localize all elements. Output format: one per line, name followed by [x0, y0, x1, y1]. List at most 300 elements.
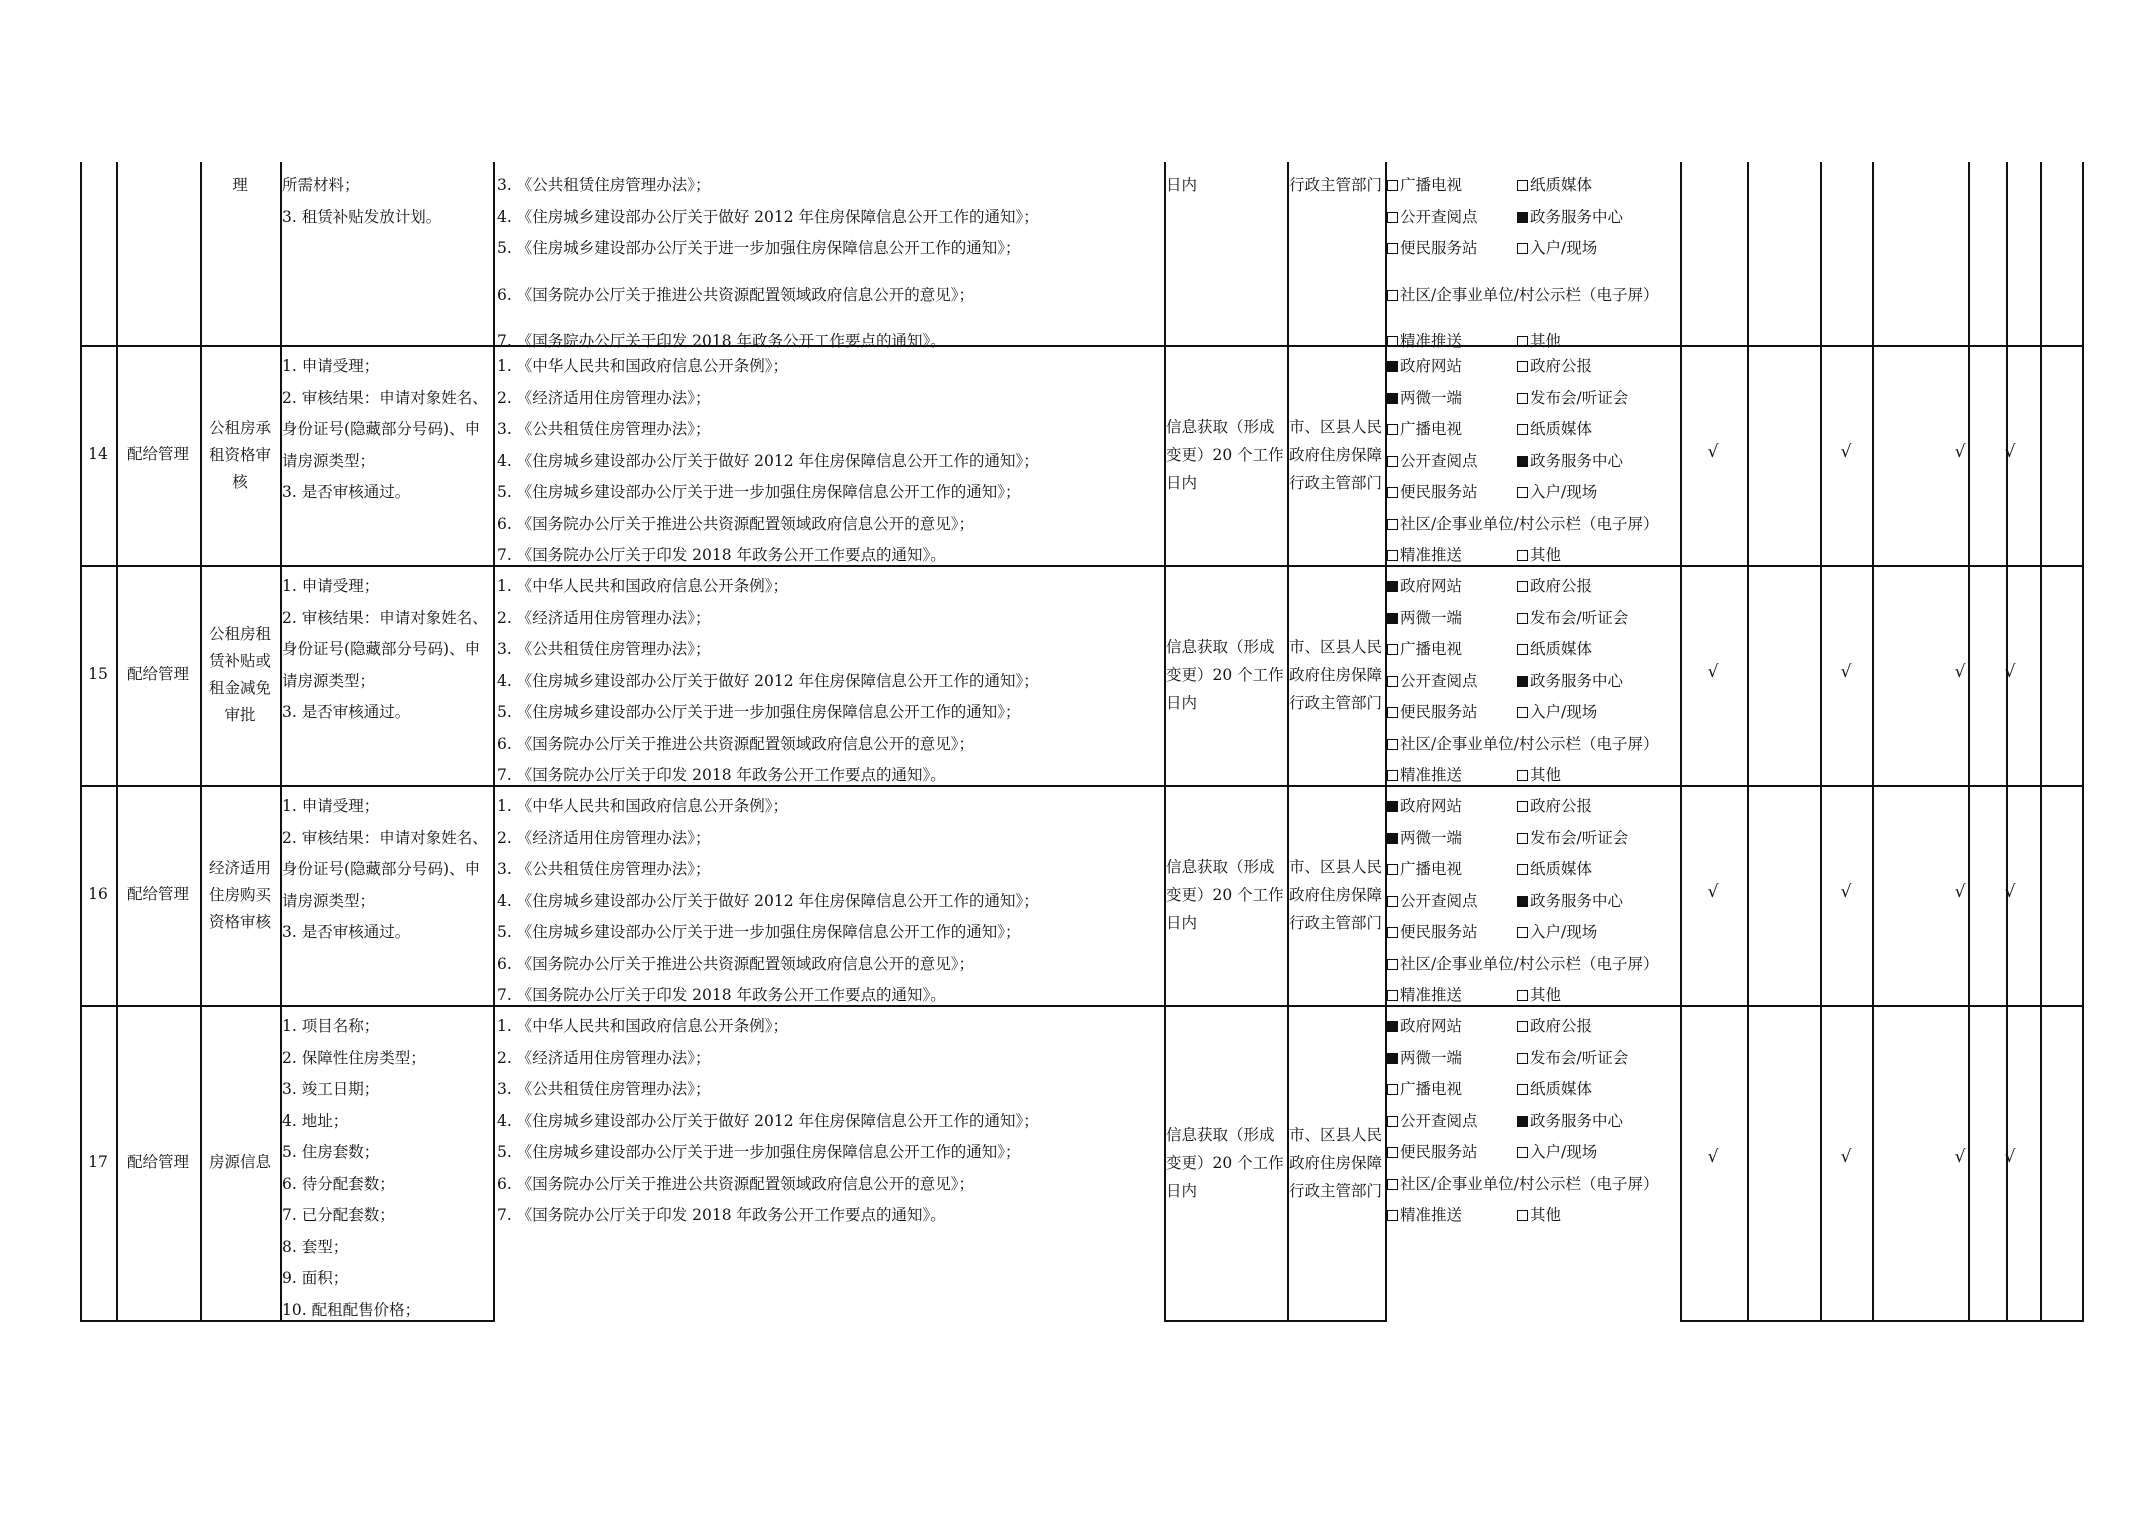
subject-line: 政府住房保障 [1289, 886, 1383, 904]
unchecked-box-icon [1387, 1084, 1398, 1095]
unchecked-box-icon [1517, 833, 1528, 844]
table-vertical-rule [2040, 162, 2042, 1322]
basis-line: 6. 《国务院办公厅关于推进公共资源配置领域政府信息公开的意见》； [497, 286, 974, 304]
channel-option [1517, 414, 1592, 446]
unchecked-box-icon [1387, 739, 1398, 750]
table-vertical-rule [493, 162, 495, 1322]
basis-line: 2. 《经济适用住房管理办法》； [497, 388, 711, 407]
unchecked-box-icon [1387, 990, 1398, 1001]
checked-box-icon [1387, 1021, 1398, 1032]
channel-label: 公开查阅点 [1400, 451, 1478, 470]
table-vertical-rule [1872, 162, 1874, 1322]
subject-line: 政府住房保障 [1289, 666, 1383, 684]
timeline-line: 日内 [1166, 694, 1198, 712]
channel-label: 其他 [1530, 1206, 1562, 1224]
channel-label: 政务服务中心 [1530, 451, 1624, 470]
channel-label: 纸质媒体 [1530, 176, 1593, 194]
channel-label: 入户/现场 [1530, 703, 1598, 721]
channel-option [1387, 1106, 1478, 1138]
basis-line: 5. 《住房城乡建设部办公厅关于进一步加强住房保障信息公开工作的通知》； [497, 923, 1021, 941]
channel-label: 纸质媒体 [1530, 1080, 1593, 1098]
item-line: 住房购买 [208, 885, 271, 904]
channel-label: 两微一端 [1400, 1048, 1463, 1067]
row-number-cell [80, 1005, 116, 1320]
category-text: 配给管理 [126, 885, 189, 904]
content-line: 2. 审核结果：申请对象姓名、 [282, 828, 488, 847]
channel-label: 公开查阅点 [1400, 891, 1478, 910]
basis-line: 3. 《公共租赁住房管理办法》； [497, 420, 711, 438]
timeline-line: 日内 [1166, 914, 1198, 932]
content-line: 6. 待分配套数； [282, 1174, 395, 1193]
channel-label: 两微一端 [1400, 608, 1463, 627]
channel-option [1387, 383, 1462, 415]
channel-option [1387, 477, 1478, 509]
basis-line: 7. 《国务院办公厅关于印发 2018 年政务公开工作要点的通知》。 [497, 1206, 946, 1224]
channel-option [1517, 1074, 1592, 1106]
channel-label: 纸质媒体 [1530, 420, 1593, 438]
channel-label: 发布会/听证会 [1530, 388, 1629, 407]
content-line: 2. 审核结果：申请对象姓名、 [282, 608, 488, 627]
row-number-cell [80, 785, 116, 1005]
unchecked-box-icon [1517, 927, 1528, 938]
unchecked-box-icon [1387, 927, 1398, 938]
channel-option [1387, 697, 1478, 729]
unchecked-box-icon [1387, 424, 1398, 435]
unchecked-box-icon [1387, 770, 1398, 781]
channel-label: 公开查阅点 [1400, 207, 1478, 226]
basis-line: 4. 《住房城乡建设部办公厅关于做好 2012 年住房保障信息公开工作的通知》； [497, 1111, 1039, 1130]
content-cell [282, 351, 493, 563]
check-mark-icon: √ [1954, 882, 1966, 902]
channel-label: 便民服务站 [1400, 483, 1478, 501]
channel-option [1517, 886, 1623, 918]
unchecked-box-icon [1517, 770, 1528, 781]
content-line: 身份证号(隐藏部分号码)、申 [282, 420, 481, 438]
unchecked-box-icon [1517, 393, 1528, 404]
unchecked-box-icon [1517, 487, 1528, 498]
content-line: 10. 配租配售价格； [282, 1300, 421, 1319]
basis-line: 2. 《经济适用住房管理办法》； [497, 828, 711, 847]
basis-line: 1. 《中华人民共和国政府信息公开条例》； [497, 357, 788, 375]
content-line: 9. 面积； [282, 1269, 349, 1287]
subject-line: 市、区县人民 [1289, 1125, 1383, 1144]
channel-label: 便民服务站 [1400, 239, 1478, 257]
basis-line: 4. 《住房城乡建设部办公厅关于做好 2012 年住房保障信息公开工作的通知》； [497, 451, 1039, 470]
channel-option [1387, 854, 1462, 886]
checked-box-icon [1387, 833, 1398, 844]
unchecked-box-icon [1517, 1053, 1528, 1064]
channel-option [1387, 509, 1658, 541]
channel-label: 两微一端 [1400, 388, 1463, 407]
channel-label: 社区/企事业单位/村公示栏（电子屏） [1400, 514, 1659, 533]
channel-option [1387, 414, 1462, 446]
subject-cell [1289, 1005, 1387, 1320]
unchecked-box-icon [1387, 243, 1398, 254]
basis-line: 4. 《住房城乡建设部办公厅关于做好 2012 年住房保障信息公开工作的通知》； [497, 671, 1039, 690]
unchecked-box-icon [1517, 707, 1528, 718]
category-cell [116, 345, 200, 565]
unchecked-box-icon [1387, 180, 1398, 191]
category-text: 配给管理 [126, 1152, 189, 1171]
checked-box-icon [1387, 361, 1398, 372]
content-line: 1. 申请受理； [282, 357, 380, 375]
unchecked-box-icon [1387, 644, 1398, 655]
channel-label: 发布会/听证会 [1530, 608, 1629, 627]
content-cell [282, 571, 493, 783]
channel-option [1387, 634, 1462, 666]
row-number: 16 [88, 885, 108, 904]
channel-option [1517, 917, 1597, 949]
channel-option [1387, 1200, 1462, 1232]
check-mark-icon: √ [1840, 1147, 1852, 1167]
basis-line: 5. 《住房城乡建设部办公厅关于进一步加强住房保障信息公开工作的通知》； [497, 483, 1021, 501]
content-line: 3. 竣工日期； [282, 1080, 380, 1098]
channel-label: 公开查阅点 [1400, 671, 1478, 690]
content-line: 1. 申请受理； [282, 577, 380, 595]
content-line: 身份证号(隐藏部分号码)、申 [282, 860, 481, 878]
unchecked-box-icon [1387, 1116, 1398, 1127]
table-horizontal-rule [1164, 1320, 1387, 1322]
check-mark-icon: √ [1954, 442, 1966, 462]
unchecked-box-icon [1387, 336, 1398, 347]
checked-box-icon [1387, 1053, 1398, 1064]
category-cell [116, 1005, 200, 1320]
basis-line: 1. 《中华人民共和国政府信息公开条例》； [497, 797, 788, 815]
channel-option [1387, 823, 1462, 855]
unchecked-box-icon [1517, 243, 1528, 254]
channel-option [1517, 540, 1561, 572]
channel-label: 纸质媒体 [1530, 860, 1593, 878]
channel-label: 其他 [1530, 766, 1562, 784]
channel-label: 其他 [1530, 546, 1562, 564]
subject-cell [1289, 785, 1387, 1005]
item-line: 核 [232, 472, 248, 491]
channel-label: 精准推送 [1400, 986, 1463, 1004]
table-horizontal-rule [1680, 1320, 2084, 1322]
timeline-cell [1166, 785, 1289, 1005]
channel-row [1387, 280, 1687, 312]
item-line: 租资格审 [208, 445, 271, 464]
row-number: 17 [88, 1152, 108, 1171]
basis-line: 7. 《国务院办公厅关于印发 2018 年政务公开工作要点的通知》。 [497, 766, 946, 784]
basis-line: 6. 《国务院办公厅关于推进公共资源配置领域政府信息公开的意见》； [497, 734, 974, 753]
subject-line: 行政主管部门 [1289, 1181, 1383, 1200]
channel-label: 政府公报 [1530, 1017, 1593, 1035]
unchecked-box-icon [1517, 581, 1528, 592]
channel-option [1387, 760, 1462, 792]
basis-line: 7. 《国务院办公厅关于印发 2018 年政务公开工作要点的通知》。 [497, 986, 946, 1004]
channel-option [1387, 666, 1478, 698]
channel-option [1387, 571, 1462, 603]
basis-line: 3. 《公共租赁住房管理办法》； [497, 176, 711, 194]
channel-label: 政务服务中心 [1530, 671, 1624, 690]
channel-option [1517, 351, 1592, 383]
basis-line: 1. 《中华人民共和国政府信息公开条例》； [497, 1017, 788, 1035]
channel-label: 政府公报 [1530, 797, 1593, 815]
timeline-line: 信息获取（形成 [1166, 1125, 1275, 1144]
channel-label: 广播电视 [1400, 860, 1463, 878]
channel-option [1517, 1137, 1597, 1169]
channel-label: 精准推送 [1400, 766, 1463, 784]
channel-label: 精准推送 [1400, 546, 1463, 564]
channel-option [1517, 603, 1628, 635]
subject-line: 市、区县人民 [1289, 638, 1383, 656]
content-line: 4. 地址； [282, 1111, 349, 1130]
channel-option [1517, 697, 1597, 729]
channel-label: 政务服务中心 [1530, 1111, 1624, 1130]
channel-option [1517, 666, 1623, 698]
unchecked-box-icon [1387, 550, 1398, 561]
channel-option [1387, 791, 1462, 823]
content-line: 3. 是否审核通过。 [282, 703, 411, 721]
basis-line: 5. 《住房城乡建设部办公厅关于进一步加强住房保障信息公开工作的通知》； [497, 239, 1021, 257]
basis-line: 1. 《中华人民共和国政府信息公开条例》； [497, 577, 788, 595]
channel-option [1387, 202, 1478, 234]
channel-label: 入户/现场 [1530, 239, 1598, 257]
channel-option [1517, 477, 1597, 509]
channel-label: 便民服务站 [1400, 703, 1478, 721]
content-cell [282, 791, 493, 1003]
check-mark-icon: √ [1707, 442, 1719, 462]
unchecked-box-icon [1517, 180, 1528, 191]
channel-label: 其他 [1530, 986, 1562, 1004]
check-mark-icon: √ [2004, 1147, 2016, 1167]
channel-option [1517, 571, 1592, 603]
channel-label: 发布会/听证会 [1530, 828, 1629, 847]
channel-label: 纸质媒体 [1530, 640, 1593, 658]
content-line: 2. 保障性住房类型； [282, 1048, 426, 1067]
channel-option [1387, 280, 1658, 312]
process-text: 理 [232, 176, 248, 194]
checked-box-icon [1387, 581, 1398, 592]
channel-option [1517, 854, 1592, 886]
timeline-line: 变更）20 个工作 [1166, 886, 1284, 904]
channel-label: 社区/企事业单位/村公示栏（电子屏） [1400, 286, 1659, 304]
check-mark-icon: √ [2004, 442, 2016, 462]
channel-label: 其他 [1530, 332, 1562, 350]
channel-label: 政府网站 [1400, 797, 1463, 815]
item-line: 赁补贴或 [208, 652, 271, 670]
channel-option [1387, 233, 1478, 265]
content-line: 8. 套型； [282, 1237, 349, 1256]
channel-label: 入户/现场 [1530, 483, 1598, 501]
channel-option [1387, 1169, 1658, 1201]
unchecked-box-icon [1517, 424, 1528, 435]
check-mark-icon: √ [1840, 662, 1852, 682]
check-mark-icon: √ [1840, 442, 1852, 462]
channel-option [1387, 351, 1462, 383]
subject-line: 行政主管部门 [1289, 914, 1383, 932]
channel-label: 广播电视 [1400, 640, 1463, 658]
channel-label: 政务服务中心 [1530, 207, 1624, 226]
channel-option [1387, 1074, 1462, 1106]
content-line: 2. 审核结果：申请对象姓名、 [282, 388, 488, 407]
channel-option [1517, 170, 1592, 202]
content-line: 1. 项目名称； [282, 1017, 380, 1035]
content-line: 3. 租赁补贴发放计划。 [282, 207, 442, 226]
checked-box-icon [1517, 896, 1528, 907]
channel-option [1387, 917, 1478, 949]
channel-option [1517, 1106, 1623, 1138]
unchecked-box-icon [1387, 896, 1398, 907]
content-line: 身份证号(隐藏部分号码)、申 [282, 640, 481, 658]
channel-option [1517, 980, 1561, 1012]
channel-option [1517, 1200, 1561, 1232]
channel-label: 广播电视 [1400, 1080, 1463, 1098]
timeline-line: 信息获取（形成 [1166, 638, 1275, 656]
item-line: 审批 [224, 706, 256, 724]
basis-line: 6. 《国务院办公厅关于推进公共资源配置领域政府信息公开的意见》； [497, 954, 974, 973]
channel-row [1387, 233, 1687, 265]
channel-option [1387, 949, 1658, 981]
channel-option [1517, 1011, 1592, 1043]
table-vertical-rule [1820, 162, 1822, 1322]
unchecked-box-icon [1517, 361, 1528, 372]
channel-option [1517, 1043, 1628, 1075]
checked-box-icon [1517, 676, 1528, 687]
basis-cell [497, 791, 1164, 1003]
timeline-line: 信息获取（形成 [1166, 418, 1275, 436]
channel-option [1387, 1043, 1462, 1075]
category-text: 配给管理 [126, 665, 189, 684]
unchecked-box-icon [1517, 613, 1528, 624]
checked-box-icon [1517, 1116, 1528, 1127]
content-line: 7. 已分配套数； [282, 1206, 395, 1224]
channel-option [1387, 729, 1658, 761]
unchecked-box-icon [1387, 290, 1398, 301]
checked-box-icon [1517, 212, 1528, 223]
subject-line: 行政主管部门 [1289, 694, 1383, 712]
item-cell [200, 345, 280, 565]
unchecked-box-icon [1387, 959, 1398, 970]
check-mark-icon: √ [1840, 882, 1852, 902]
unchecked-box-icon [1517, 801, 1528, 812]
channel-label: 便民服务站 [1400, 923, 1478, 941]
row-number-cell [80, 345, 116, 565]
unchecked-box-icon [1517, 990, 1528, 1001]
channel-label: 政府公报 [1530, 357, 1593, 375]
item-cell [200, 785, 280, 1005]
basis-line: 6. 《国务院办公厅关于推进公共资源配置领域政府信息公开的意见》； [497, 1174, 974, 1193]
channel-label: 精准推送 [1400, 1206, 1463, 1224]
basis-line: 2. 《经济适用住房管理办法》； [497, 608, 711, 627]
timeline-cell [1166, 170, 1289, 210]
row-number: 15 [88, 665, 108, 684]
item-line: 房源信息 [208, 1153, 271, 1171]
basis-line: 4. 《住房城乡建设部办公厅关于做好 2012 年住房保障信息公开工作的通知》； [497, 891, 1039, 910]
channel-label: 精准推送 [1400, 332, 1463, 350]
unchecked-box-icon [1387, 487, 1398, 498]
checked-box-icon [1387, 801, 1398, 812]
subject-line: 市、区县人民 [1289, 418, 1383, 436]
item-line: 资格审核 [208, 912, 271, 931]
item-cell [200, 565, 280, 785]
channel-label: 政务服务中心 [1530, 891, 1624, 910]
channel-option [1387, 886, 1478, 918]
item-cell [200, 1005, 280, 1320]
channel-label: 社区/企事业单位/村公示栏（电子屏） [1400, 954, 1659, 973]
unchecked-box-icon [1517, 1210, 1528, 1221]
channel-label: 政府公报 [1530, 577, 1593, 595]
channel-option [1387, 170, 1462, 202]
channel-option [1517, 791, 1592, 823]
channel-option [1387, 980, 1462, 1012]
unchecked-box-icon [1517, 1147, 1528, 1158]
unchecked-box-icon [1387, 456, 1398, 467]
item-line: 公租房承 [208, 418, 271, 437]
checked-box-icon [1517, 456, 1528, 467]
channel-option [1517, 383, 1628, 415]
category-cell [116, 785, 200, 1005]
basis-line: 3. 《公共租赁住房管理办法》； [497, 860, 711, 878]
subject-line: 政府住房保障 [1289, 446, 1383, 464]
channel-option [1387, 1137, 1478, 1169]
check-mark-icon: √ [1707, 662, 1719, 682]
basis-line: 3. 《公共租赁住房管理办法》； [497, 1080, 711, 1098]
basis-line: 4. 《住房城乡建设部办公厅关于做好 2012 年住房保障信息公开工作的通知》； [497, 207, 1039, 226]
timeline-cell [1166, 565, 1289, 785]
channel-label: 政府网站 [1400, 357, 1463, 375]
timeline-line: 信息获取（形成 [1166, 858, 1275, 876]
channel-option [1387, 1011, 1462, 1043]
basis-line: 5. 《住房城乡建设部办公厅关于进一步加强住房保障信息公开工作的通知》； [497, 1143, 1021, 1161]
content-line: 请房源类型； [282, 451, 376, 470]
channel-option [1517, 202, 1623, 234]
channel-option [1517, 446, 1623, 478]
unchecked-box-icon [1387, 707, 1398, 718]
subject-cell [1289, 345, 1387, 565]
check-mark-icon: √ [2004, 882, 2016, 902]
channel-label: 入户/现场 [1530, 1143, 1598, 1161]
content-line: 所需材料； [282, 176, 360, 194]
category-text: 配给管理 [126, 445, 189, 464]
unchecked-box-icon [1387, 676, 1398, 687]
channel-option [1517, 760, 1561, 792]
unchecked-box-icon [1387, 1147, 1398, 1158]
timeline-cell [1166, 345, 1289, 565]
basis-line: 2. 《经济适用住房管理办法》； [497, 1048, 711, 1067]
checked-box-icon [1387, 613, 1398, 624]
channel-label: 两微一端 [1400, 828, 1463, 847]
channel-row [1387, 170, 1687, 202]
channel-label: 便民服务站 [1400, 1143, 1478, 1161]
unchecked-box-icon [1387, 212, 1398, 223]
subject-line: 市、区县人民 [1289, 858, 1383, 876]
channel-label: 社区/企事业单位/村公示栏（电子屏） [1400, 734, 1659, 753]
channel-label: 广播电视 [1400, 176, 1463, 194]
row-number-cell [80, 565, 116, 785]
unchecked-box-icon [1387, 1179, 1398, 1190]
unchecked-box-icon [1517, 1084, 1528, 1095]
check-mark-icon: √ [1954, 1147, 1966, 1167]
unchecked-box-icon [1387, 519, 1398, 530]
subject-cell [1289, 170, 1387, 210]
unchecked-box-icon [1517, 336, 1528, 347]
unchecked-box-icon [1517, 550, 1528, 561]
basis-line: 7. 《国务院办公厅关于印发 2018 年政务公开工作要点的通知》。 [497, 546, 946, 564]
unchecked-box-icon [1517, 864, 1528, 875]
timeline-line: 日内 [1166, 474, 1198, 492]
basis-cell [497, 170, 1164, 350]
subject-cell [1289, 565, 1387, 785]
basis-cell [497, 571, 1164, 783]
content-line: 请房源类型； [282, 671, 376, 690]
row-number: 14 [88, 445, 108, 464]
item-line: 经济适用 [208, 858, 271, 877]
basis-cell [497, 351, 1164, 563]
unchecked-box-icon [1387, 864, 1398, 875]
table-vertical-rule [2082, 162, 2084, 1322]
